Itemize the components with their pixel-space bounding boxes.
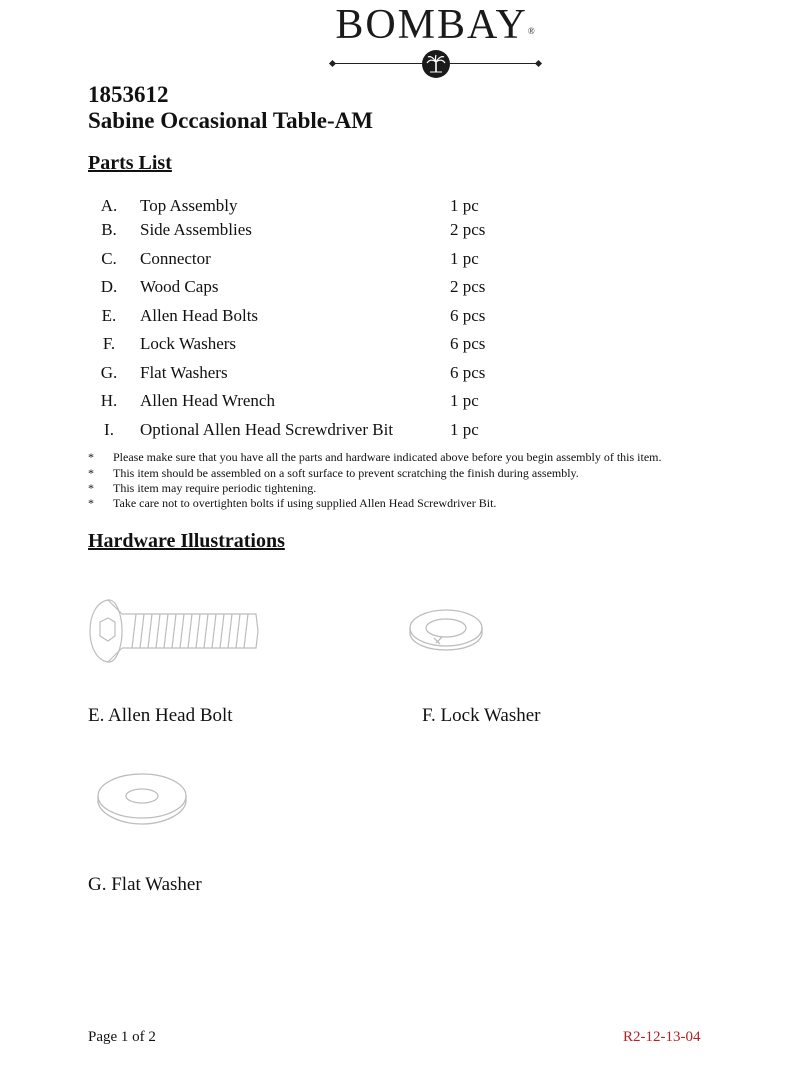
document-title: Sabine Occasional Table-AM bbox=[88, 108, 373, 133]
part-name: Allen Head Bolts bbox=[140, 306, 259, 325]
part-quantity: 2 pcs bbox=[450, 277, 486, 296]
note-text: Take care not to overtighten bolts if using supplied Allen Head Screwdriver Bit. bbox=[113, 496, 497, 510]
part-letter: I. bbox=[104, 420, 114, 439]
logo-rule-right bbox=[450, 63, 538, 64]
note-text: This item may require periodic tightening. bbox=[113, 481, 317, 495]
registered-mark: ® bbox=[527, 26, 535, 36]
note-item bbox=[0, 496, 808, 512]
list-item bbox=[0, 391, 808, 415]
list-item bbox=[0, 220, 808, 244]
part-name: Top Assembly bbox=[140, 196, 238, 215]
part-letter: A. bbox=[100, 196, 118, 215]
flat-washer-label: G. Flat Washer bbox=[88, 874, 202, 895]
part-letter: G. bbox=[100, 363, 118, 382]
allen-head-bolt-icon bbox=[86, 596, 262, 666]
palm-tree-icon bbox=[422, 50, 450, 78]
part-quantity: 6 pcs bbox=[450, 334, 486, 353]
list-item bbox=[0, 363, 808, 387]
page-number: Page 1 of 2 bbox=[88, 1029, 156, 1045]
part-name: Flat Washers bbox=[140, 363, 228, 382]
bolt-label: E. Allen Head Bolt bbox=[88, 705, 233, 726]
brand-logo bbox=[320, 0, 550, 90]
part-quantity: 1 pc bbox=[450, 196, 479, 215]
part-quantity: 6 pcs bbox=[450, 363, 486, 382]
part-letter: D. bbox=[100, 277, 118, 296]
parts-list-heading: Parts List bbox=[88, 152, 172, 174]
lock-washer-icon bbox=[406, 606, 486, 654]
note-item bbox=[0, 466, 808, 482]
list-item bbox=[0, 249, 808, 273]
note-text: Please make sure that you have all the parts and hardware indicated above before you begin assembly of this item. bbox=[113, 450, 662, 464]
lock-washer-label: F. Lock Washer bbox=[422, 705, 541, 726]
document-number: 1853612 bbox=[88, 82, 169, 107]
list-item bbox=[0, 420, 808, 444]
part-quantity: 6 pcs bbox=[450, 306, 486, 325]
part-name: Optional Allen Head Screwdriver Bit bbox=[140, 420, 394, 439]
part-letter: H. bbox=[100, 391, 118, 410]
note-item bbox=[0, 450, 808, 466]
logo-rule-left bbox=[334, 63, 422, 64]
part-letter: F. bbox=[102, 334, 116, 353]
note-asterisk: * bbox=[88, 481, 94, 495]
part-quantity: 1 pc bbox=[450, 420, 479, 439]
part-name: Allen Head Wrench bbox=[140, 391, 275, 410]
flat-washer-icon bbox=[94, 770, 190, 830]
note-asterisk: * bbox=[88, 450, 94, 464]
part-letter: E. bbox=[101, 306, 117, 325]
list-item bbox=[0, 306, 808, 330]
hardware-heading: Hardware Illustrations bbox=[88, 530, 285, 552]
logo-dot-right bbox=[535, 60, 542, 67]
part-name: Side Assemblies bbox=[140, 220, 252, 239]
note-item bbox=[0, 481, 808, 497]
list-item bbox=[0, 334, 808, 358]
list-item bbox=[0, 196, 808, 220]
list-item bbox=[0, 277, 808, 301]
note-asterisk: * bbox=[88, 466, 94, 480]
part-name: Wood Caps bbox=[140, 277, 219, 296]
part-letter: C. bbox=[101, 249, 117, 268]
part-quantity: 1 pc bbox=[450, 391, 479, 410]
part-quantity: 1 pc bbox=[450, 249, 479, 268]
note-asterisk: * bbox=[88, 496, 94, 510]
note-text: This item should be assembled on a soft surface to prevent scratching the finish during assembly. bbox=[113, 466, 579, 480]
part-letter: B. bbox=[101, 220, 117, 239]
brand-name: BOMBAY® bbox=[335, 2, 535, 48]
revision-code: R2-12-13-04 bbox=[623, 1029, 701, 1045]
part-quantity: 2 pcs bbox=[450, 220, 486, 239]
part-name: Connector bbox=[140, 249, 211, 268]
part-name: Lock Washers bbox=[140, 334, 237, 353]
logo-dot-left bbox=[329, 60, 336, 67]
